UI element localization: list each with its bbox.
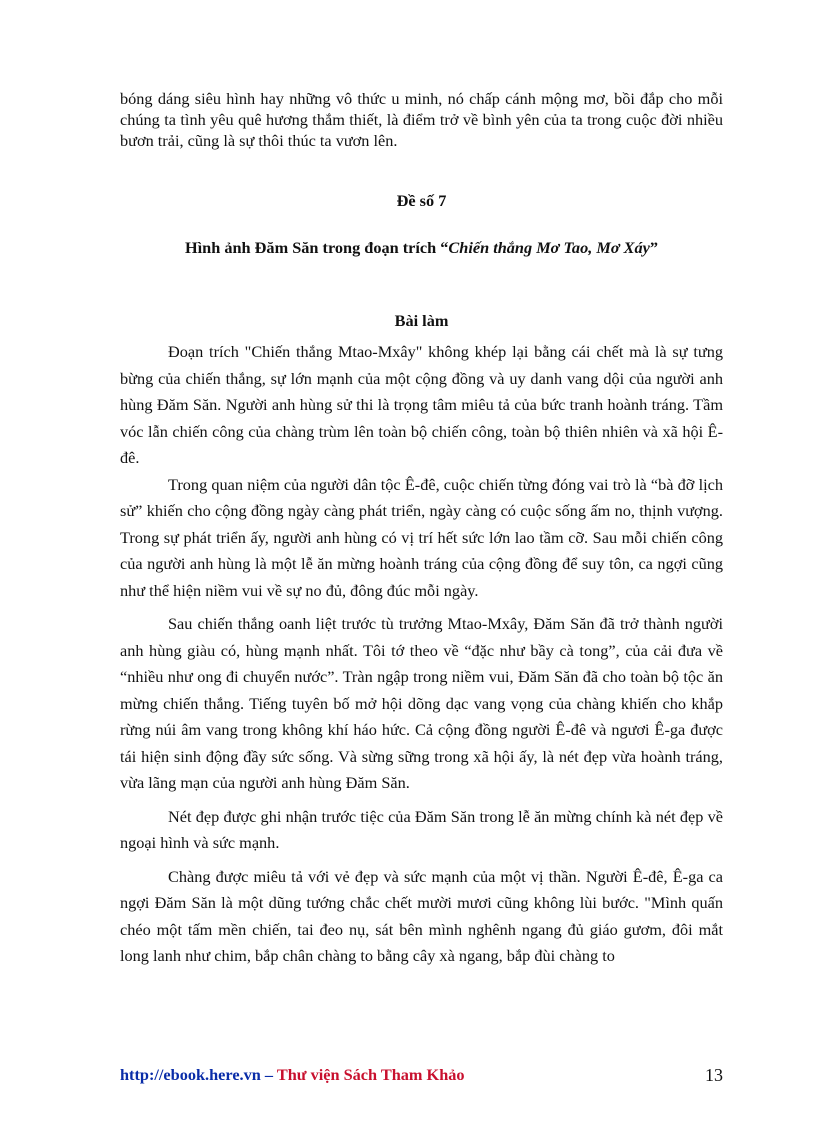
exam-topic <box>120 238 723 258</box>
exam-topic-work: Chiến thắng Mơ Tao, Mơ Xáy <box>448 238 650 257</box>
exam-number: Đề số 7 <box>396 191 447 210</box>
footer-url-link[interactable]: http://ebook.here.vn <box>120 1065 261 1084</box>
intro-paragraph: bóng dáng siêu hình hay những vô thức u minh, nó chấp cánh mộng mơ, bồi đắp cho mỗi chúng ta tình yêu quê hương thắm thiết, là điểm trở về bình yên của ta trong cuộc đời nhiều bươn trải, cũng là sự thôi thúc ta vươn lên. <box>120 89 723 150</box>
essay-paragraph: Nét đẹp được ghi nhận trước tiệc của Đăm Săn trong lễ ăn mừng chính kà nét đẹp về ngoại hình và sức mạnh. <box>120 806 723 852</box>
essay-paragraph: Trong quan niệm của người dân tộc Ê-đê, cuộc chiến từng đóng vai trò là “bà đỡ lịch sử” khiến cho cộng đồng ngày càng phát triển, ngày càng có cuộc sống ấm no, thịnh vượng. Trong sự phát triển ấy, người anh hùng có vị trí hết sức lớn lao tầm cỡ. Sau mỗi chiến công của người anh hùng là một lễ ăn mừng hoành tráng của cộng đồng để suy tôn, ca ngợi cũng như thể hiện niềm vui về sự no đủ, đông đúc mỗi ngày. <box>120 474 723 600</box>
essay-paragraph: Đoạn trích "Chiến thắng Mtao-Mxây" không khép lại bằng cái chết mà là sự tưng bừng của chiến thắng, sự lớn mạnh của một cộng đồng và uy danh vang dội của người anh hùng Đăm Săn. Người anh hùng sử thi là trọng tâm miêu tả của bức tranh hoành tráng. Tầm vóc lẫn chiến công của chàng trùm lên toàn bộ chiến công, toàn bộ thiên nhiên và xã hội Ê- đê. <box>120 342 723 467</box>
answer-heading: Bài làm <box>394 311 449 330</box>
essay-paragraph: Chàng được miêu tả với vẻ đẹp và sức mạnh của một vị thần. Người Ê-đê, Ê-ga ca ngợi Đăm Săn là một dũng tướng chắc chết mười mươi cũng không lùi bước. "Mình quấn chéo một tấm mền chiến, tai đeo nụ, sát bên mình nghênh ngang đủ giáo gươm, đôi mắt long lanh như chim, bắp chân chàng to bằng cây xà ngang, bắp đùi chàng to <box>120 866 723 965</box>
exam-topic-prefix: Hình ảnh Đăm Săn trong đoạn trích “ <box>184 238 449 257</box>
page-content <box>120 88 723 970</box>
footer-separator: – <box>260 1065 277 1084</box>
footer-source <box>120 1063 465 1087</box>
essay-paragraph: Sau chiến thắng oanh liệt trước tù trưởng Mtao-Mxây, Đăm Săn đã trở thành người anh hùng giàu có, hùng mạnh nhất. Tôi tớ theo về “đặc như bầy cà tong”, của cải đưa về “nhiều như ong đi chuyển nước”. Tràn ngập trong niềm vui, Đăm Săn đã cho toàn bộ tộc ăn mừng chiến thắng. Tiếng tuyên bố mở hội dõng dạc vang vọng của chàng khiến cho khắp rừng núi âm vang trong không khí háo hức. Cả cộng đồng người Ê-đê và ngươi Ê-ga được tái hiện sinh động đầy sức sống. Và sừng sững trong xã hội ấy, là nét đẹp vừa hoành tráng, vừa lãng mạn của người anh hùng Đăm Săn. <box>120 614 723 792</box>
exam-topic-suffix: ” <box>649 238 659 257</box>
footer-library-name: Thư viện Sách Tham Khảo <box>276 1065 465 1084</box>
page-number: 13 <box>705 1065 723 1085</box>
